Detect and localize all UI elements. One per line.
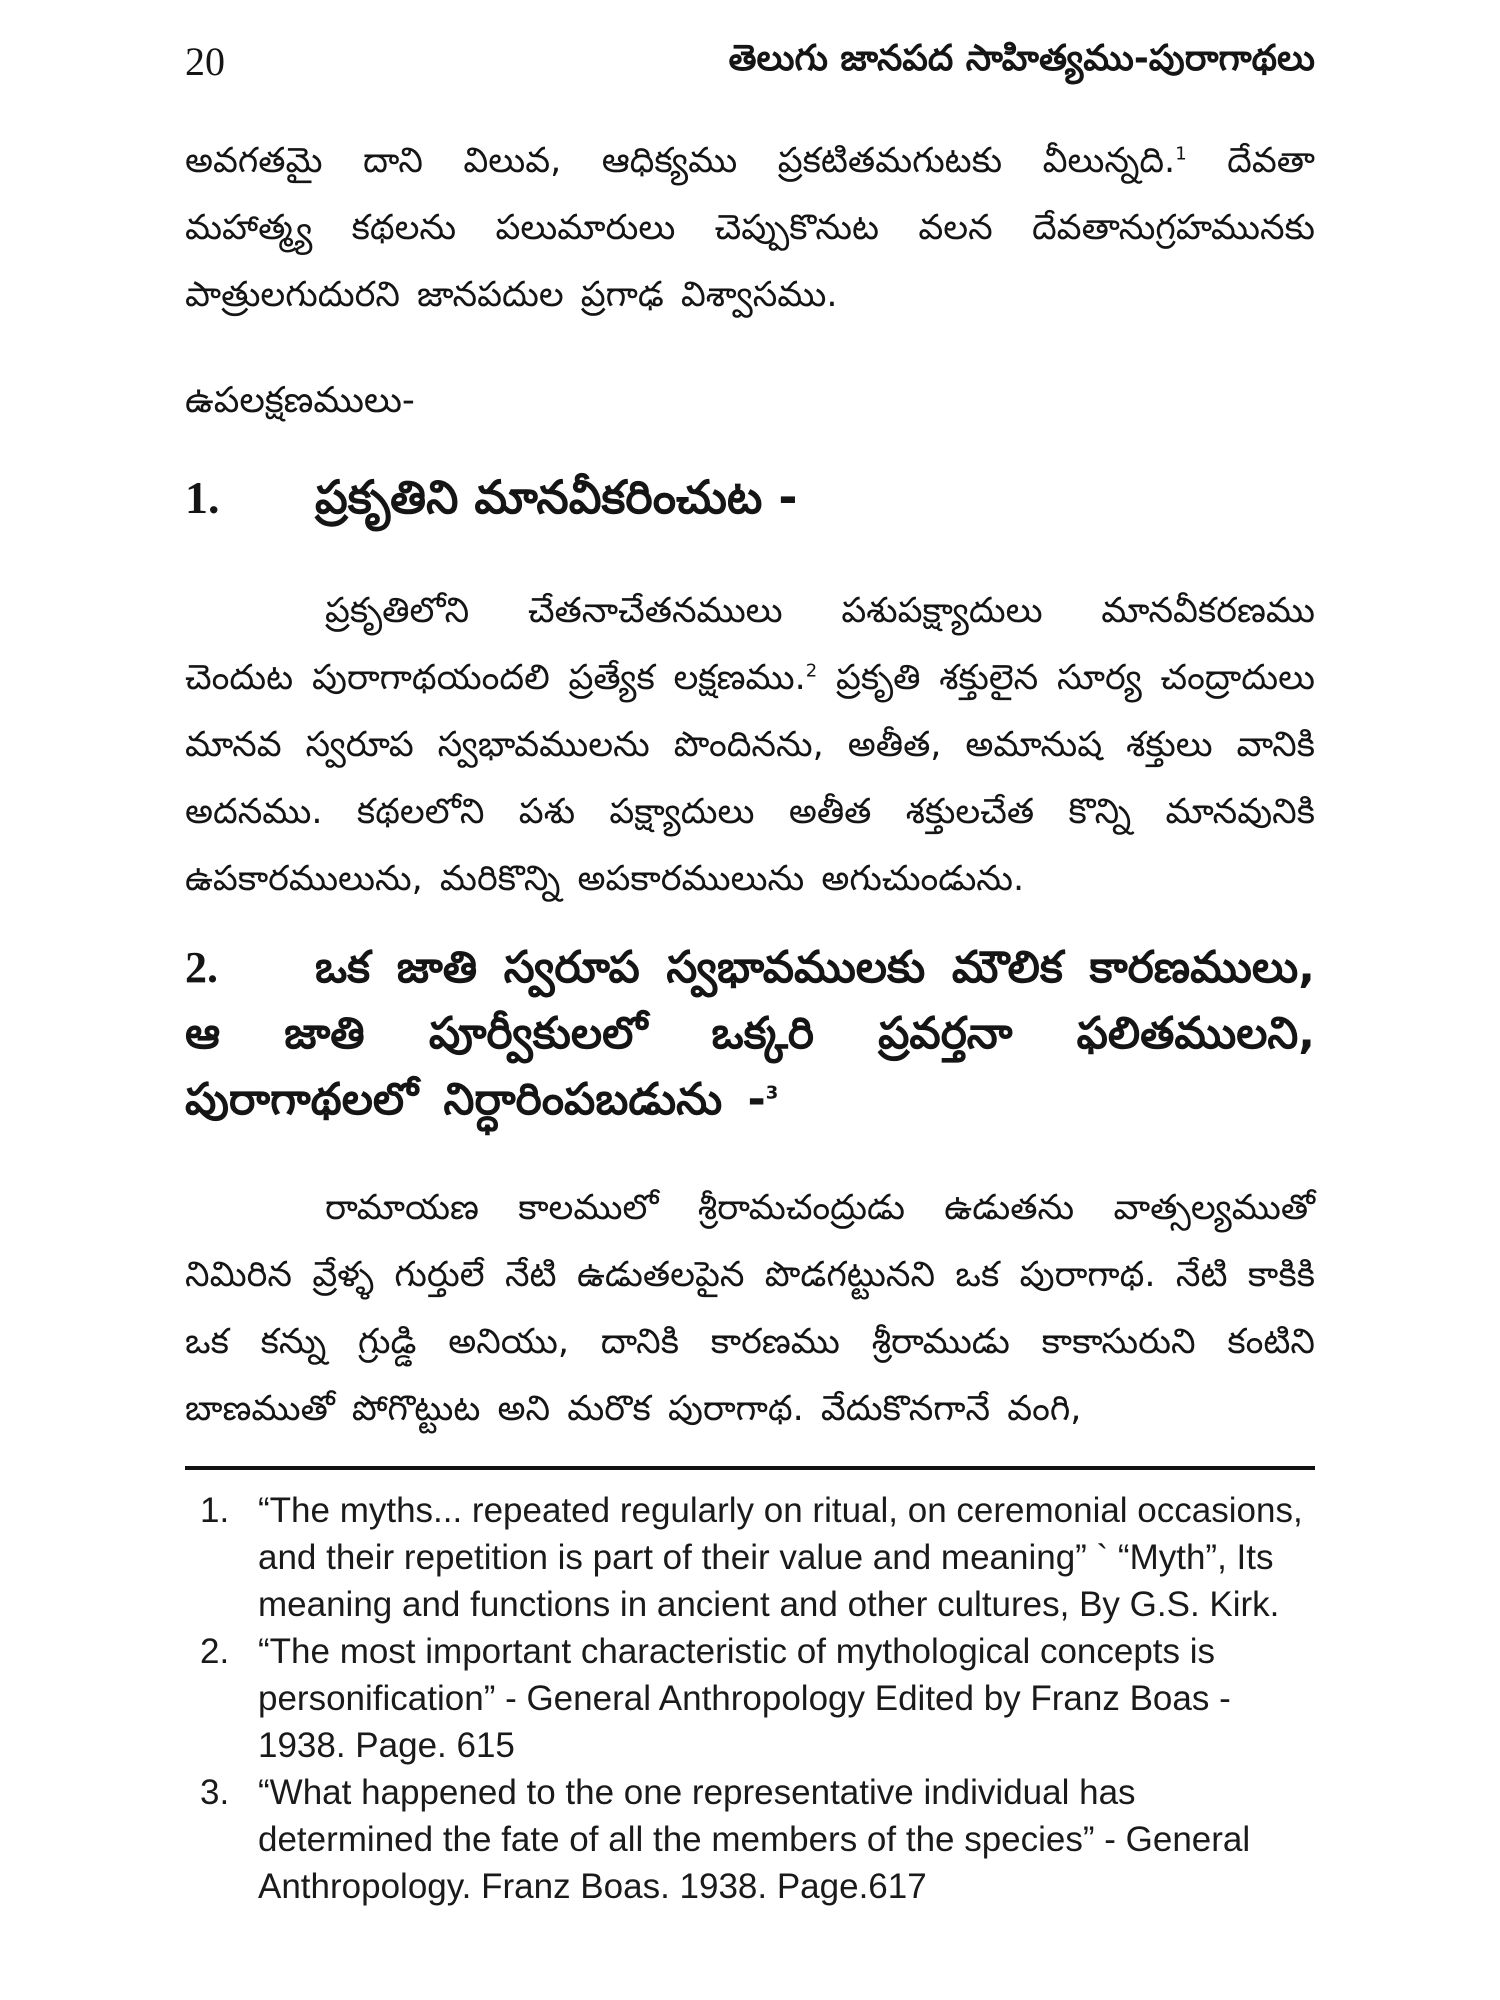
intro-paragraph (185, 128, 1315, 329)
section-1-text-continued: ప్రకృతి శక్తులైన సూర్య చంద్రాదులు మానవ స్వరూప స్వభావములను పొందినను, అతీత, అమానుష శక్తులు వానికి అదనము. కథలలోని పశు పక్ష్యాదులు అతీత శక్తులచేత కొన్ని మానవునికి ఉపకారములును, మరికొన్ని అపకారములును అగుచుండును. (185, 658, 1315, 899)
footnote-ref-2: 2 (805, 660, 818, 682)
section-1-title: ప్రకృతిని మానవీకరించుట - (315, 470, 798, 524)
page-header (185, 30, 1315, 90)
footnote-ref-3: 3 (765, 1082, 779, 1104)
footnote-divider (185, 1466, 1315, 1470)
intro-text: అవగతమై దాని విలువ, ఆధిక్యము ప్రకటితమగుటకు వీలున్నది. (185, 141, 1176, 181)
running-title: తెలుగు జానపద సాహిత్యము-పురాగాథలు (728, 38, 1315, 79)
intro-text-continued: దేవతా మహాత్మ్య కథలను పలుమారులు చెప్పుకొనుట వలన దేవతానుగ్రహమునకు పాత్రులగుదురని జానపదుల ప్రగాఢ విశ్వాసము. (185, 141, 1315, 315)
footnotes-list (200, 1487, 1320, 1910)
footnote-number: 3. (200, 1773, 230, 1812)
footnote-item (200, 1628, 1320, 1769)
footnote-item (200, 1487, 1320, 1628)
footnote-item (200, 1769, 1320, 1910)
footnote-text: “The myths... repeated regularly on ritual, on ceremonial occasions, and their repetition is part of their value and meaning” ` “Myth”, Its meaning and functions in ancient and other cultures, By G.S. Kirk. (258, 1491, 1303, 1624)
section-2-body: రామాయణ కాలములో శ్రీరామచంద్రుడు ఉడుతను వాత్సల్యముతో నిమిరిన వ్రేళ్ళ గుర్తులే నేటి ఉడుతలపైన పొడగట్టునని ఒక పురాగాథ. నేటి కాకికి ఒక కన్ను గ్రుడ్డి అనియు, దానికి కారణము శ్రీరాముడు కాకాసురుని కంటిని బాణముతో పోగొట్టుట అని మరొక పురాగాథ. వేదుకొనగానే వంగి, (185, 1188, 1315, 1429)
footnote-number: 1. (200, 1491, 230, 1530)
section-1-body (185, 578, 1315, 913)
section-1-heading (185, 470, 1315, 536)
section-1-number: 1. (185, 472, 220, 523)
footnote-text: “What happened to the one representative individual has determined the fate of all the members of the species” - General Anthropology. Franz Boas. 1938. Page.617 (258, 1773, 1251, 1906)
section-2-heading (185, 935, 1315, 1133)
page-number: 20 (185, 39, 225, 84)
footnote-ref-1: 1 (1175, 143, 1187, 165)
section-label: ఉపలక్షణములు- (185, 380, 415, 421)
footnote-text: “The most important characteristic of mythological concepts is personification” - General Anthropology Edited by Franz Boas - 1938. Page. 615 (258, 1632, 1231, 1765)
section-2-title: ఒక జాతి స్వరూప స్వభావములకు మౌలిక కారణములు, ఆ జాతి పూర్వీకులలో ఒక్కరి ప్రవర్తనా ఫలితములని, పురాగాథలలో నిర్ధారింపబడును - (185, 942, 1315, 1125)
section-2-number: 2. (185, 943, 218, 992)
footnote-number: 2. (200, 1632, 230, 1671)
section-1-text: ప్రకృతిలోని చేతనాచేతనములు పశుపక్ష్యాదులు మానవీకరణము చెందుట పురాగాథయందలి ప్రత్యేక లక్షణము. (185, 591, 1315, 698)
